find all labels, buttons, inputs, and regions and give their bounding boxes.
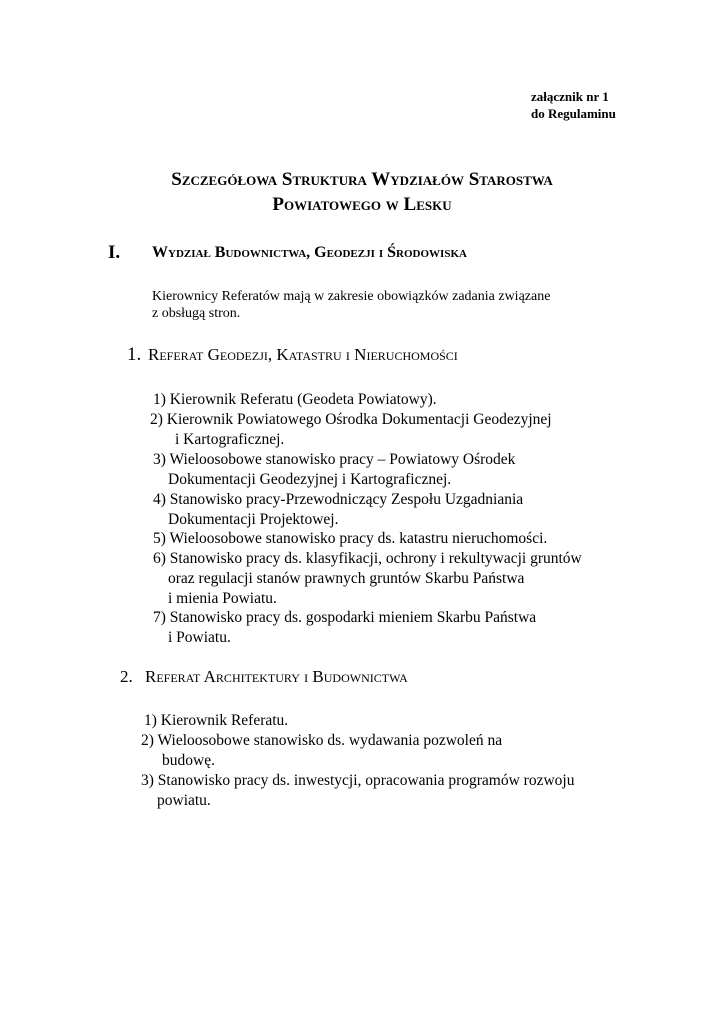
referat-2-number: 2. [120, 667, 133, 686]
list-item-continuation: budowę. [162, 752, 215, 769]
annex-line-1: załącznik nr 1 [531, 89, 609, 104]
list-item-continuation: oraz regulacji stanów prawnych gruntów Skarbu Państwa [168, 570, 525, 587]
list-item-continuation: Dokumentacji Projektowej. [168, 511, 339, 528]
referat-1-title: Referat Geodezji, Katastru i Nieruchomości [148, 345, 458, 364]
list-item-continuation: i Kartograficznej. [175, 431, 285, 448]
list-item: 3) Stanowisko pracy ds. inwestycji, opracowania programów rozwoju [141, 772, 575, 789]
title-line-2: Powiatowego w Lesku [272, 194, 452, 215]
list-item: 3) Wieloosobowe stanowisko pracy – Powiatowy Ośrodek [153, 451, 516, 468]
list-item: 5) Wieloosobowe stanowisko pracy ds. katastru nieruchomości. [153, 530, 548, 547]
list-item: 2) Kierownik Powiatowego Ośrodka Dokumentacji Geodezyjnej [150, 411, 552, 428]
title-line-1: Szczegółowa Struktura Wydziałów Starostwa [171, 169, 553, 190]
list-item: 1) Kierownik Referatu. [144, 712, 289, 729]
annex-line-2: do Regulaminu [531, 106, 616, 121]
list-item: 6) Stanowisko pracy ds. klasyfikacji, ochrony i rekultywacji gruntów [153, 550, 582, 567]
list-item: 1) Kierownik Referatu (Geodeta Powiatowy). [153, 391, 437, 408]
referat-2-title: Referat Architektury i Budownictwa [145, 667, 408, 686]
list-item: 7) Stanowisko pracy ds. gospodarki mieniem Skarbu Państwa [153, 609, 537, 626]
list-item-continuation: powiatu. [157, 792, 211, 809]
list-item-continuation: Dokumentacji Geodezyjnej i Kartograficznej. [168, 471, 452, 488]
section-number: I. [108, 242, 121, 263]
note-line-1: Kierownicy Referatów mają w zakresie obowiązków zadania związane [152, 289, 551, 304]
list-item: 4) Stanowisko pracy-Przewodniczący Zespołu Uzgadniania [153, 491, 524, 508]
list-item-continuation: i Powiatu. [168, 629, 231, 646]
note-line-2: z obsługą stron. [152, 306, 241, 321]
referat-1-number: 1. [127, 344, 142, 365]
list-item-continuation: i mienia Powiatu. [168, 590, 277, 607]
section-title: Wydział Budownictwa, Geodezji i Środowiska [152, 244, 467, 261]
list-item: 2) Wieloosobowe stanowisko ds. wydawania pozwoleń na [141, 732, 503, 749]
